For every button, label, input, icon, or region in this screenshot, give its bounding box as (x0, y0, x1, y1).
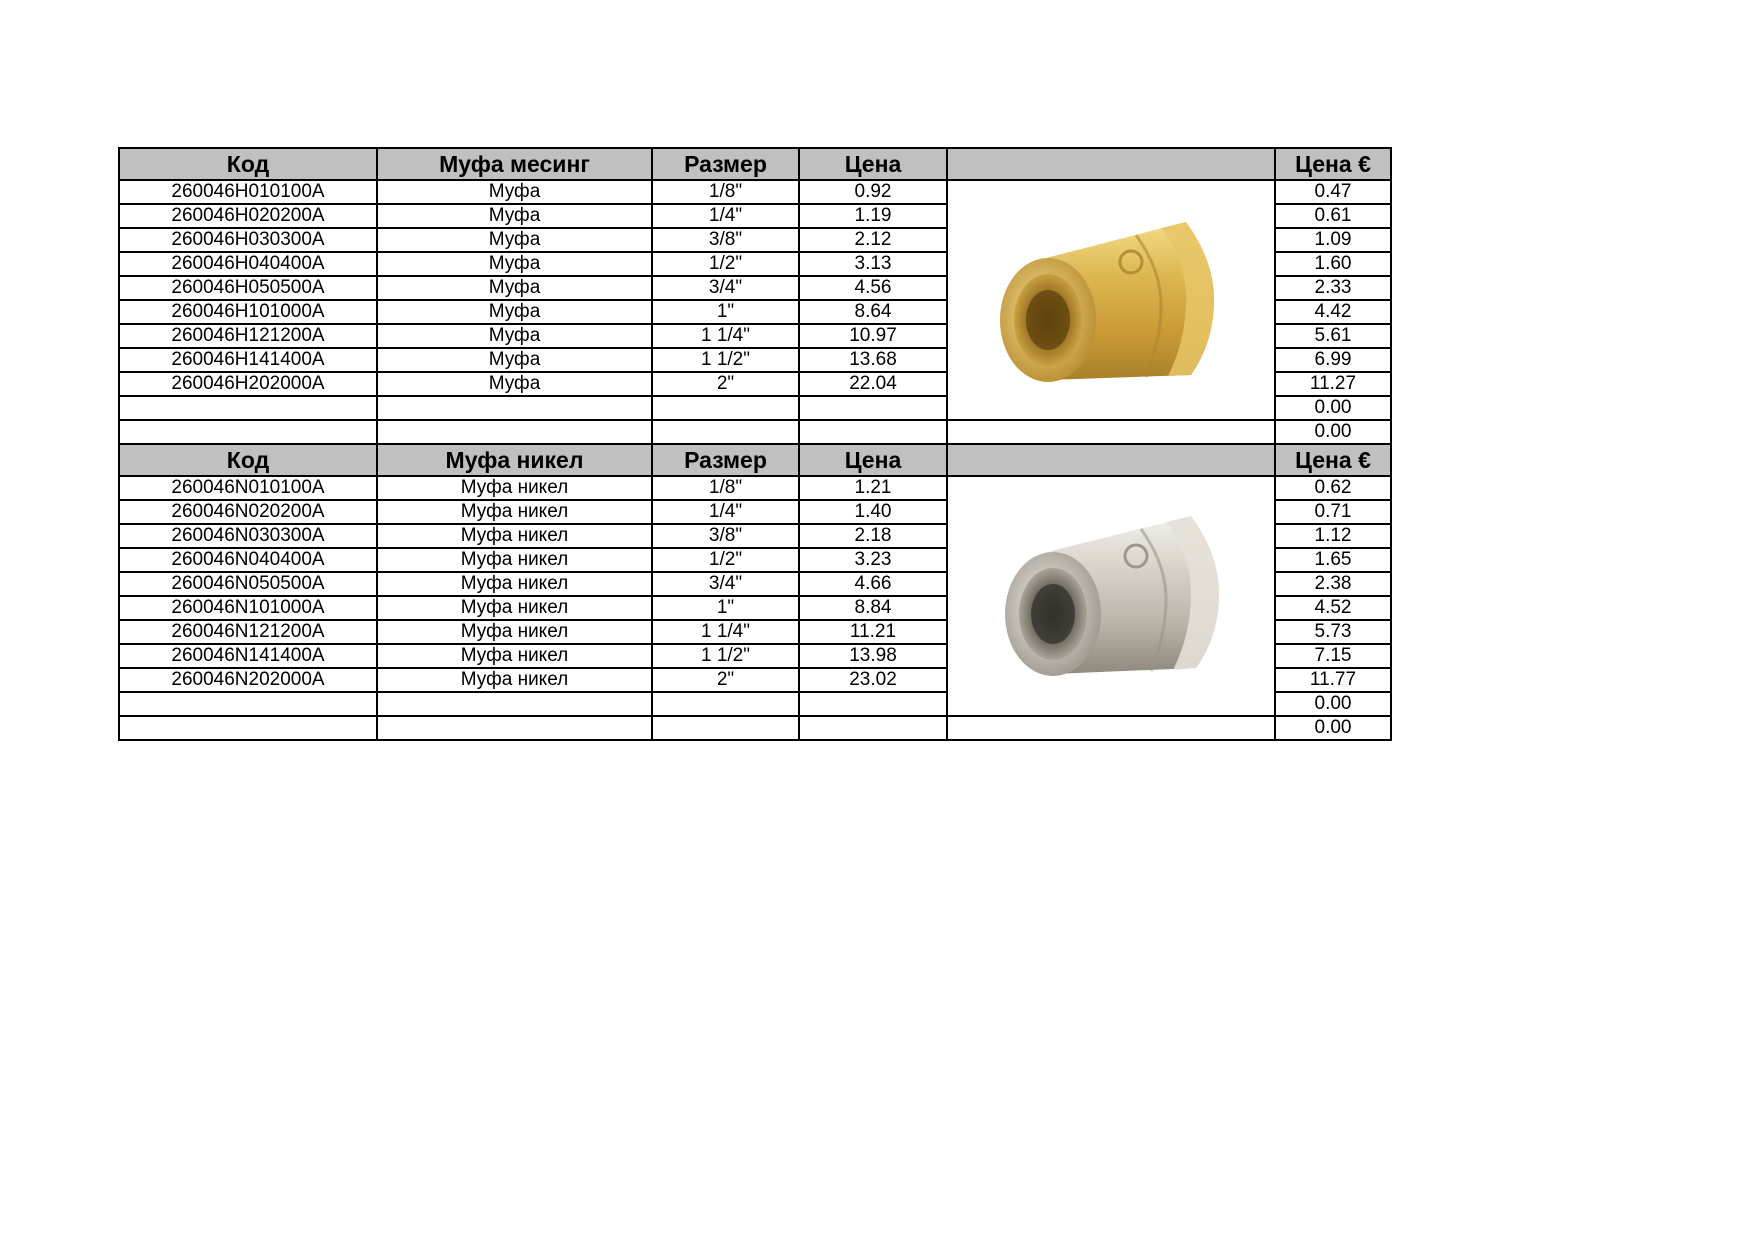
cell-size: 2" (652, 668, 799, 692)
cell-name: Муфа никел (377, 596, 652, 620)
cell-code: 260046H121200A (119, 324, 377, 348)
header-image (947, 444, 1275, 476)
cell-price-eur: 2.38 (1275, 572, 1391, 596)
cell-code: 260046H202000A (119, 372, 377, 396)
cell-name (377, 420, 652, 444)
cell-price-eur: 0.00 (1275, 420, 1391, 444)
cell-price-eur: 0.71 (1275, 500, 1391, 524)
cell-price-eur: 7.15 (1275, 644, 1391, 668)
header-price-eur: Цена € (1275, 444, 1391, 476)
cell-size: 1 1/4" (652, 620, 799, 644)
cell-name: Муфа (377, 204, 652, 228)
cell-price-eur: 1.09 (1275, 228, 1391, 252)
cell-size: 1 1/2" (652, 348, 799, 372)
cell-price: 2.18 (799, 524, 947, 548)
cell-size: 1/8" (652, 476, 799, 500)
header-size: Размер (652, 148, 799, 180)
cell-size (652, 716, 799, 740)
cell-code: 260046H040400A (119, 252, 377, 276)
cell-price: 8.64 (799, 300, 947, 324)
cell-image-empty (947, 716, 1275, 740)
cell-name: Муфа (377, 180, 652, 204)
cell-size (652, 420, 799, 444)
header-size: Размер (652, 444, 799, 476)
cell-code (119, 396, 377, 420)
cell-name: Муфа никел (377, 476, 652, 500)
cell-size (652, 396, 799, 420)
header-price: Цена (799, 444, 947, 476)
cell-size: 1 1/4" (652, 324, 799, 348)
cell-price-eur: 5.73 (1275, 620, 1391, 644)
cell-price: 1.21 (799, 476, 947, 500)
cell-size: 1/2" (652, 548, 799, 572)
header-image (947, 148, 1275, 180)
cell-code: 260046H141400A (119, 348, 377, 372)
cell-code (119, 716, 377, 740)
cell-size: 1/2" (652, 252, 799, 276)
price-table (118, 147, 1392, 741)
cell-name: Муфа никел (377, 572, 652, 596)
cell-code: 260046N202000A (119, 668, 377, 692)
cell-name: Муфа (377, 228, 652, 252)
header-name: Муфа никел (377, 444, 652, 476)
cell-image-empty (947, 420, 1275, 444)
cell-price: 3.13 (799, 252, 947, 276)
table-row (119, 716, 1391, 740)
cell-price-eur: 0.00 (1275, 716, 1391, 740)
cell-name: Муфа никел (377, 548, 652, 572)
header-code: Код (119, 444, 377, 476)
cell-code: 260046H030300A (119, 228, 377, 252)
cell-price-eur: 1.12 (1275, 524, 1391, 548)
cell-code: 260046H101000A (119, 300, 377, 324)
cell-price-eur: 0.62 (1275, 476, 1391, 500)
cell-price-eur: 0.00 (1275, 692, 1391, 716)
cell-price-eur: 0.47 (1275, 180, 1391, 204)
header-row-nickel (119, 444, 1391, 476)
table-row (119, 420, 1391, 444)
cell-name (377, 716, 652, 740)
cell-code: 260046N101000A (119, 596, 377, 620)
cell-code: 260046N121200A (119, 620, 377, 644)
cell-price: 1.40 (799, 500, 947, 524)
cell-price (799, 420, 947, 444)
brass-coupling-photo (986, 200, 1236, 400)
header-code: Код (119, 148, 377, 180)
cell-price: 3.23 (799, 548, 947, 572)
cell-price: 1.19 (799, 204, 947, 228)
table-row (119, 180, 1391, 204)
header-name: Муфа месинг (377, 148, 652, 180)
header-price: Цена (799, 148, 947, 180)
cell-name (377, 692, 652, 716)
cell-name: Муфа (377, 348, 652, 372)
cell-price: 13.98 (799, 644, 947, 668)
cell-price-eur: 0.61 (1275, 204, 1391, 228)
cell-code: 260046N040400A (119, 548, 377, 572)
cell-name (377, 396, 652, 420)
cell-price-eur: 5.61 (1275, 324, 1391, 348)
cell-price: 13.68 (799, 348, 947, 372)
cell-price: 23.02 (799, 668, 947, 692)
cell-name: Муфа (377, 276, 652, 300)
cell-price: 8.84 (799, 596, 947, 620)
cell-code: 260046H020200A (119, 204, 377, 228)
cell-code (119, 420, 377, 444)
cell-size (652, 692, 799, 716)
cell-code: 260046N020200A (119, 500, 377, 524)
cell-price: 0.92 (799, 180, 947, 204)
header-price-eur: Цена € (1275, 148, 1391, 180)
cell-size: 1/4" (652, 204, 799, 228)
cell-price-eur: 11.77 (1275, 668, 1391, 692)
cell-price: 22.04 (799, 372, 947, 396)
cell-price-eur: 1.60 (1275, 252, 1391, 276)
cell-price: 10.97 (799, 324, 947, 348)
cell-name: Муфа (377, 324, 652, 348)
cell-size: 3/4" (652, 276, 799, 300)
cell-code: 260046N010100A (119, 476, 377, 500)
cell-name: Муфа (377, 372, 652, 396)
cell-price (799, 692, 947, 716)
header-row-brass (119, 148, 1391, 180)
cell-name: Муфа никел (377, 500, 652, 524)
cell-price-eur: 4.52 (1275, 596, 1391, 620)
cell-price-eur: 11.27 (1275, 372, 1391, 396)
cell-size: 3/8" (652, 524, 799, 548)
brass-image-cell (947, 180, 1275, 420)
cell-price-eur: 1.65 (1275, 548, 1391, 572)
cell-size: 1 1/2" (652, 644, 799, 668)
cell-code: 260046N141400A (119, 644, 377, 668)
cell-size: 3/4" (652, 572, 799, 596)
cell-code: 260046H050500A (119, 276, 377, 300)
cell-price: 4.56 (799, 276, 947, 300)
cell-code: 260046H010100A (119, 180, 377, 204)
cell-price-eur: 2.33 (1275, 276, 1391, 300)
cell-name: Муфа (377, 300, 652, 324)
cell-size: 3/8" (652, 228, 799, 252)
cell-size: 2" (652, 372, 799, 396)
nickel-image-cell (947, 476, 1275, 716)
cell-code: 260046N030300A (119, 524, 377, 548)
cell-size: 1" (652, 300, 799, 324)
cell-name: Муфа никел (377, 644, 652, 668)
cell-code (119, 692, 377, 716)
cell-name: Муфа (377, 252, 652, 276)
cell-name: Муфа никел (377, 524, 652, 548)
table-row (119, 476, 1391, 500)
cell-size: 1/4" (652, 500, 799, 524)
cell-price (799, 396, 947, 420)
cell-size: 1/8" (652, 180, 799, 204)
cell-price (799, 716, 947, 740)
cell-price-eur: 4.42 (1275, 300, 1391, 324)
cell-name: Муфа никел (377, 620, 652, 644)
cell-code: 260046N050500A (119, 572, 377, 596)
cell-name: Муфа никел (377, 668, 652, 692)
cell-price-eur: 6.99 (1275, 348, 1391, 372)
cell-price: 11.21 (799, 620, 947, 644)
cell-price: 4.66 (799, 572, 947, 596)
cell-size: 1" (652, 596, 799, 620)
cell-price-eur: 0.00 (1275, 396, 1391, 420)
cell-price: 2.12 (799, 228, 947, 252)
nickel-coupling-photo (986, 496, 1236, 696)
